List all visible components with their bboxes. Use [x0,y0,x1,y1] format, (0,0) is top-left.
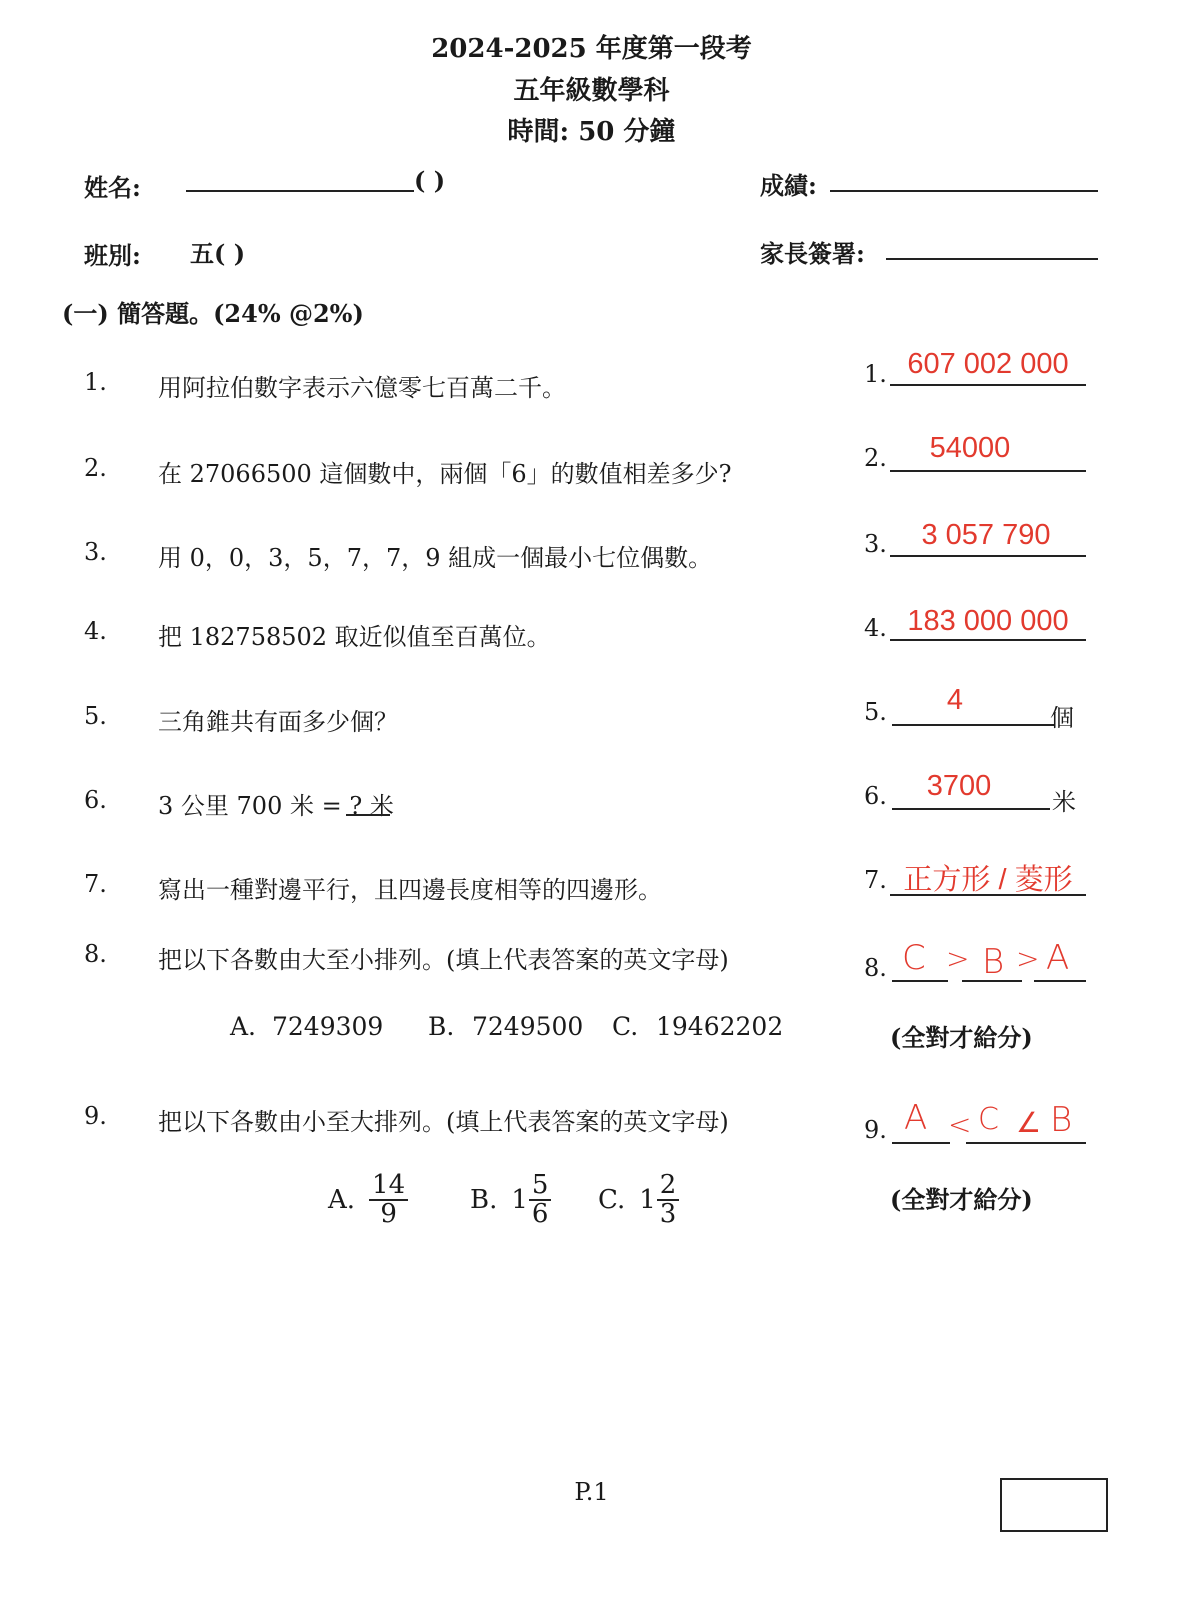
answer-comparator: < [948,1108,972,1141]
fraction [369,1172,408,1229]
fraction-option-c [598,1172,679,1229]
denominator: 3 [659,1199,677,1230]
answer-line[interactable] [890,470,1086,472]
fraction-option-b [470,1172,551,1229]
numerator: 2 [657,1172,680,1201]
question-number: 7. [84,870,107,898]
question-number: 6. [84,786,107,814]
option-letter: A. [230,1012,257,1041]
section-title: (一) 簡答題。(24% @2%) [62,299,364,328]
exam-title: 2024-2025 年度第一段考 [431,34,752,64]
option-letter: A. [328,1185,356,1216]
answer-text: 3700 [926,770,992,802]
numerator: 5 [529,1172,552,1201]
question-number: 3. [84,538,107,566]
question-text: 把以下各數由小至大排列。(填上代表答案的英文字母) [158,1108,729,1136]
answer-line[interactable] [966,1142,1086,1144]
name-line[interactable] [186,190,414,192]
option-value: 19462202 [656,1012,784,1041]
denominator: 9 [380,1199,397,1230]
grading-note: (全對才給分) [890,1185,1033,1214]
question-number: 4. [84,617,107,645]
answer-number: 8. [864,954,887,982]
answer-line[interactable] [892,808,1050,810]
question-number: 8. [84,940,107,968]
option-letter: C. [612,1012,639,1041]
answer-line[interactable] [890,384,1086,386]
answer-number: 6. [864,782,887,810]
question-number: 5. [84,702,107,730]
whole-number: 1 [511,1185,528,1216]
answer-line[interactable] [890,639,1086,641]
answer-text: 正方形 / 菱形 [903,864,1073,896]
answer-unit: 個 [1050,704,1074,732]
question-number: 1. [84,368,107,396]
question-text: 把 182758502 取近似值至百萬位。 [158,623,551,651]
question-text: 把以下各數由大至小排列。(填上代表答案的英文字母) [158,946,729,974]
score-line[interactable] [830,190,1098,192]
answer-number: 1. [864,360,887,388]
option-value: 7249309 [272,1012,384,1041]
answer-comparator: > [1016,942,1040,975]
question-number: 9. [84,1102,107,1130]
option-value: 7249500 [472,1012,584,1041]
page-number: P.1 [574,1478,609,1506]
answer-comparator: > [946,942,970,975]
blank-underline [346,814,390,816]
answer-number: 9. [864,1116,887,1144]
answer-letter: A [904,1098,928,1138]
answer-line[interactable] [892,980,948,982]
answer-line[interactable] [1034,980,1086,982]
answer-number: 2. [864,444,887,472]
answer-letter: B [1050,1100,1073,1140]
answer-text: 607 002 000 [907,348,1069,380]
numerator: 14 [369,1172,408,1201]
score-label: 成績: [760,171,817,200]
answer-line[interactable] [892,1142,950,1144]
option-letter: C. [598,1185,626,1216]
answer-number: 5. [864,698,887,726]
question-text: 用 0，0，3，5，7，7，9 組成一個最小七位偶數。 [158,544,713,572]
class-value: 五( ) [190,239,246,268]
fraction-option-a [328,1172,408,1229]
answer-letter: C [978,1102,999,1137]
question-text: 用阿拉伯數字表示六億零七百萬二千。 [158,374,566,402]
denominator: 6 [531,1199,549,1230]
class-number-paren: ( ) [414,166,446,195]
answer-text: 3 057 790 [921,519,1051,551]
answer-text: 54000 [929,432,1011,464]
exam-subject: 五年級數學科 [513,76,670,106]
question-text: 寫出一種對邊平行，且四邊長度相等的四邊形。 [158,876,662,904]
parent-sign-label: 家長簽署: [760,239,865,268]
answer-unit: 米 [1052,788,1076,816]
option-letter: B. [470,1185,498,1216]
parent-sign-line[interactable] [886,258,1098,260]
option-letter: B. [428,1012,455,1041]
answer-letter: C [902,938,926,978]
question-number: 2. [84,454,107,482]
score-box[interactable] [1000,1478,1108,1532]
answer-comparator: ∠ [1016,1106,1042,1139]
question-text: 三角錐共有面多少個？ [158,708,398,736]
whole-number: 1 [639,1185,656,1216]
fraction [529,1172,552,1229]
answer-letter: B [982,942,1005,982]
answer-line[interactable] [890,555,1086,557]
class-label: 班別: [84,241,141,270]
answer-number: 7. [864,866,887,894]
answer-text: 4 [946,684,964,716]
answer-number: 3. [864,530,887,558]
grading-note: (全對才給分) [890,1023,1033,1052]
answer-line[interactable] [892,724,1054,726]
question-text: 3 公里 700 米 = ? 米 [158,792,394,820]
question-text: 在 27066500 這個數中，兩個「6」的數值相差多少? [158,460,732,488]
name-label: 姓名: [84,173,141,202]
exam-time: 時間: 50 分鐘 [507,117,676,147]
fraction [657,1172,680,1229]
answer-letter: A [1046,938,1070,978]
answer-text: 183 000 000 [907,605,1069,637]
answer-number: 4. [864,614,887,642]
